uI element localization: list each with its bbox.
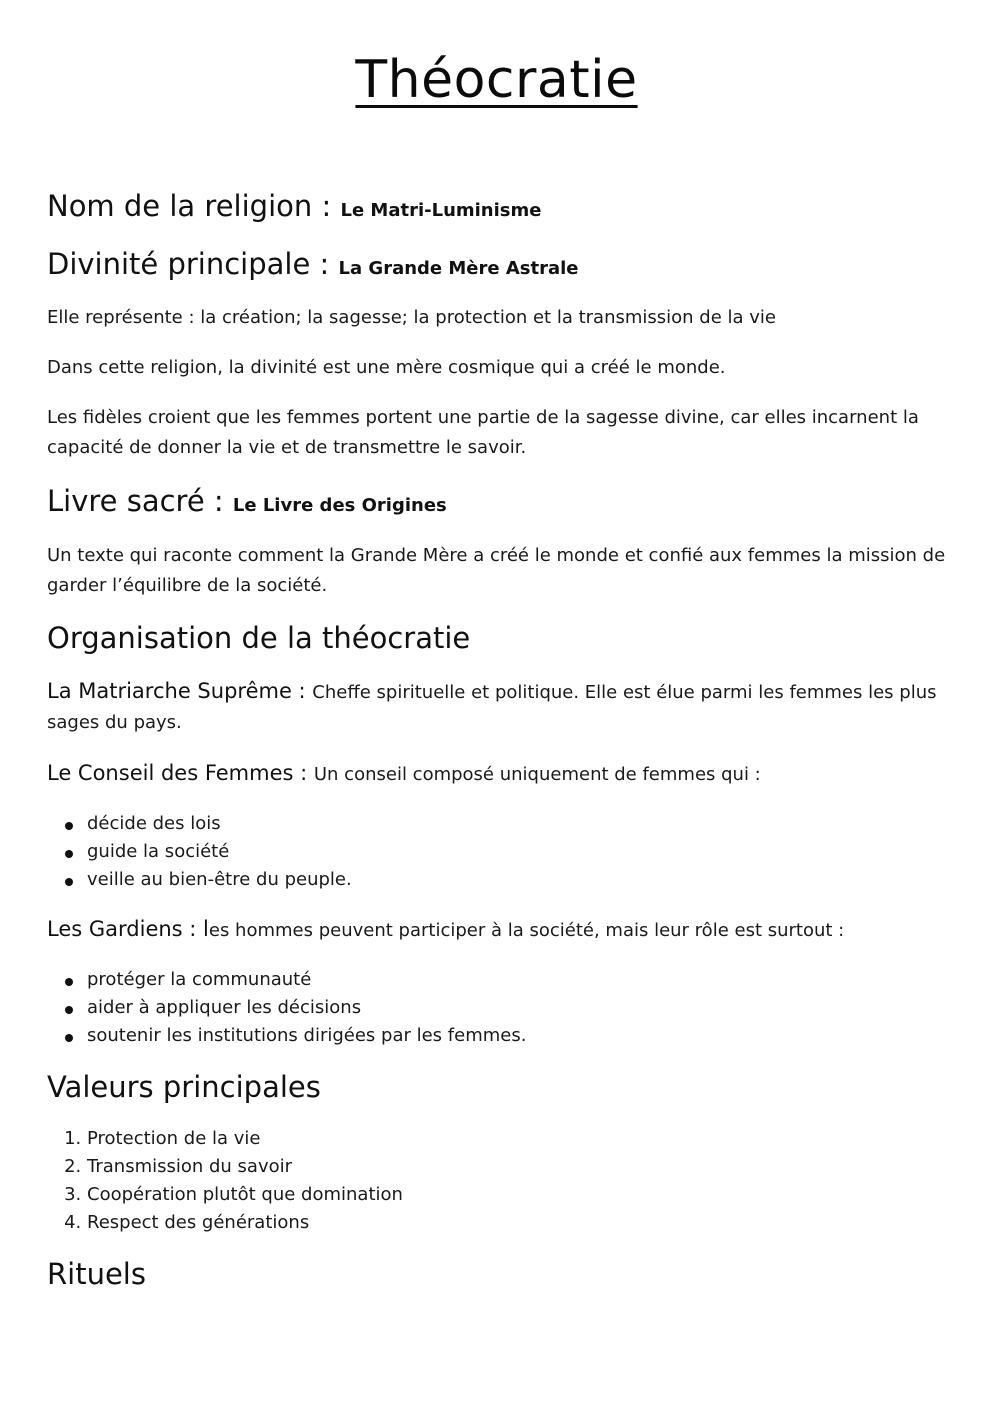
list-item: 1. Protection de la vie — [87, 1125, 946, 1153]
bullet-icon — [65, 1006, 73, 1014]
bullet-icon — [65, 978, 73, 986]
list-item — [87, 966, 946, 994]
conseil-list — [47, 810, 946, 894]
matriarche-label: La Matriarche Suprême : — [47, 678, 313, 703]
organisation-heading: Organisation de la théocratie — [47, 621, 471, 656]
livre-description: Un texte qui raconte comment la Grande Mère a créé le monde et confié aux femmes la mission de garder l’équilibre de la société. — [47, 545, 946, 597]
divinite-label: Divinité principale : — [47, 246, 339, 281]
list-item: 4. Respect des générations — [87, 1209, 946, 1237]
divinite-paragraph: Elle représente : la création; la sagesse; la protection et la transmission de la vie — [47, 307, 776, 329]
list-item-text: décide des lois — [87, 812, 221, 834]
divinite-paragraph: Les fidèles croient que les femmes portent une partie de la sagesse divine, car elles incarnent la capacité de donner la vie et de transmettre le savoir. — [47, 407, 919, 459]
gardiens-text: es hommes peuvent participer à la société, mais leur rôle est surtout : — [208, 919, 845, 941]
list-item — [87, 810, 946, 838]
list-item-text: protéger la communauté — [87, 968, 312, 990]
gardiens-label: Les Gardiens : l — [47, 916, 209, 941]
gardiens-list — [47, 966, 946, 1050]
list-item: 3. Coopération plutôt que domination — [87, 1181, 946, 1209]
religion-label: Nom de la religion : — [47, 189, 341, 223]
livre-label: Livre sacré : — [47, 484, 233, 519]
conseil-label: Le Conseil des Femmes : — [47, 760, 314, 785]
list-item — [87, 994, 946, 1022]
list-item-text: veille au bien-être du peuple. — [87, 868, 352, 890]
religion-value: Le Matri-Luminisme — [340, 200, 542, 221]
list-item-text: aider à appliquer les décisions — [87, 996, 362, 1018]
list-item — [87, 838, 946, 866]
matriarche-text: Cheffe spirituelle et politique. Elle est élue parmi les femmes les plus sages du pays. — [47, 681, 937, 733]
document-title: Théocratie — [355, 50, 638, 110]
bullet-icon — [65, 878, 73, 886]
livre-field — [47, 483, 946, 521]
list-item: 2. Transmission du savoir — [87, 1153, 946, 1181]
divinite-paragraph: Dans cette religion, la divinité est une mère cosmique qui a créé le monde. — [47, 357, 726, 379]
conseil-entry — [47, 758, 946, 790]
livre-value: Le Livre des Origines — [232, 495, 447, 517]
conseil-text: Un conseil composé uniquement de femmes qui : — [313, 763, 761, 785]
valeurs-list — [47, 1125, 946, 1237]
list-item — [87, 866, 946, 894]
divinite-value: La Grande Mère Astrale — [338, 257, 579, 279]
matriarche-entry — [47, 676, 946, 738]
bullet-icon — [65, 822, 73, 830]
rituels-heading: Rituels — [47, 1256, 146, 1291]
list-item-text: soutenir les institutions dirigées par les femmes. — [87, 1024, 527, 1046]
valeurs-heading: Valeurs principales — [47, 1069, 321, 1104]
divinite-field — [47, 246, 946, 284]
bullet-icon — [65, 1034, 73, 1042]
list-item-text: guide la société — [87, 840, 230, 862]
list-item — [87, 1022, 946, 1050]
bullet-icon — [65, 850, 73, 858]
gardiens-entry — [47, 914, 946, 946]
religion-field — [47, 188, 946, 226]
